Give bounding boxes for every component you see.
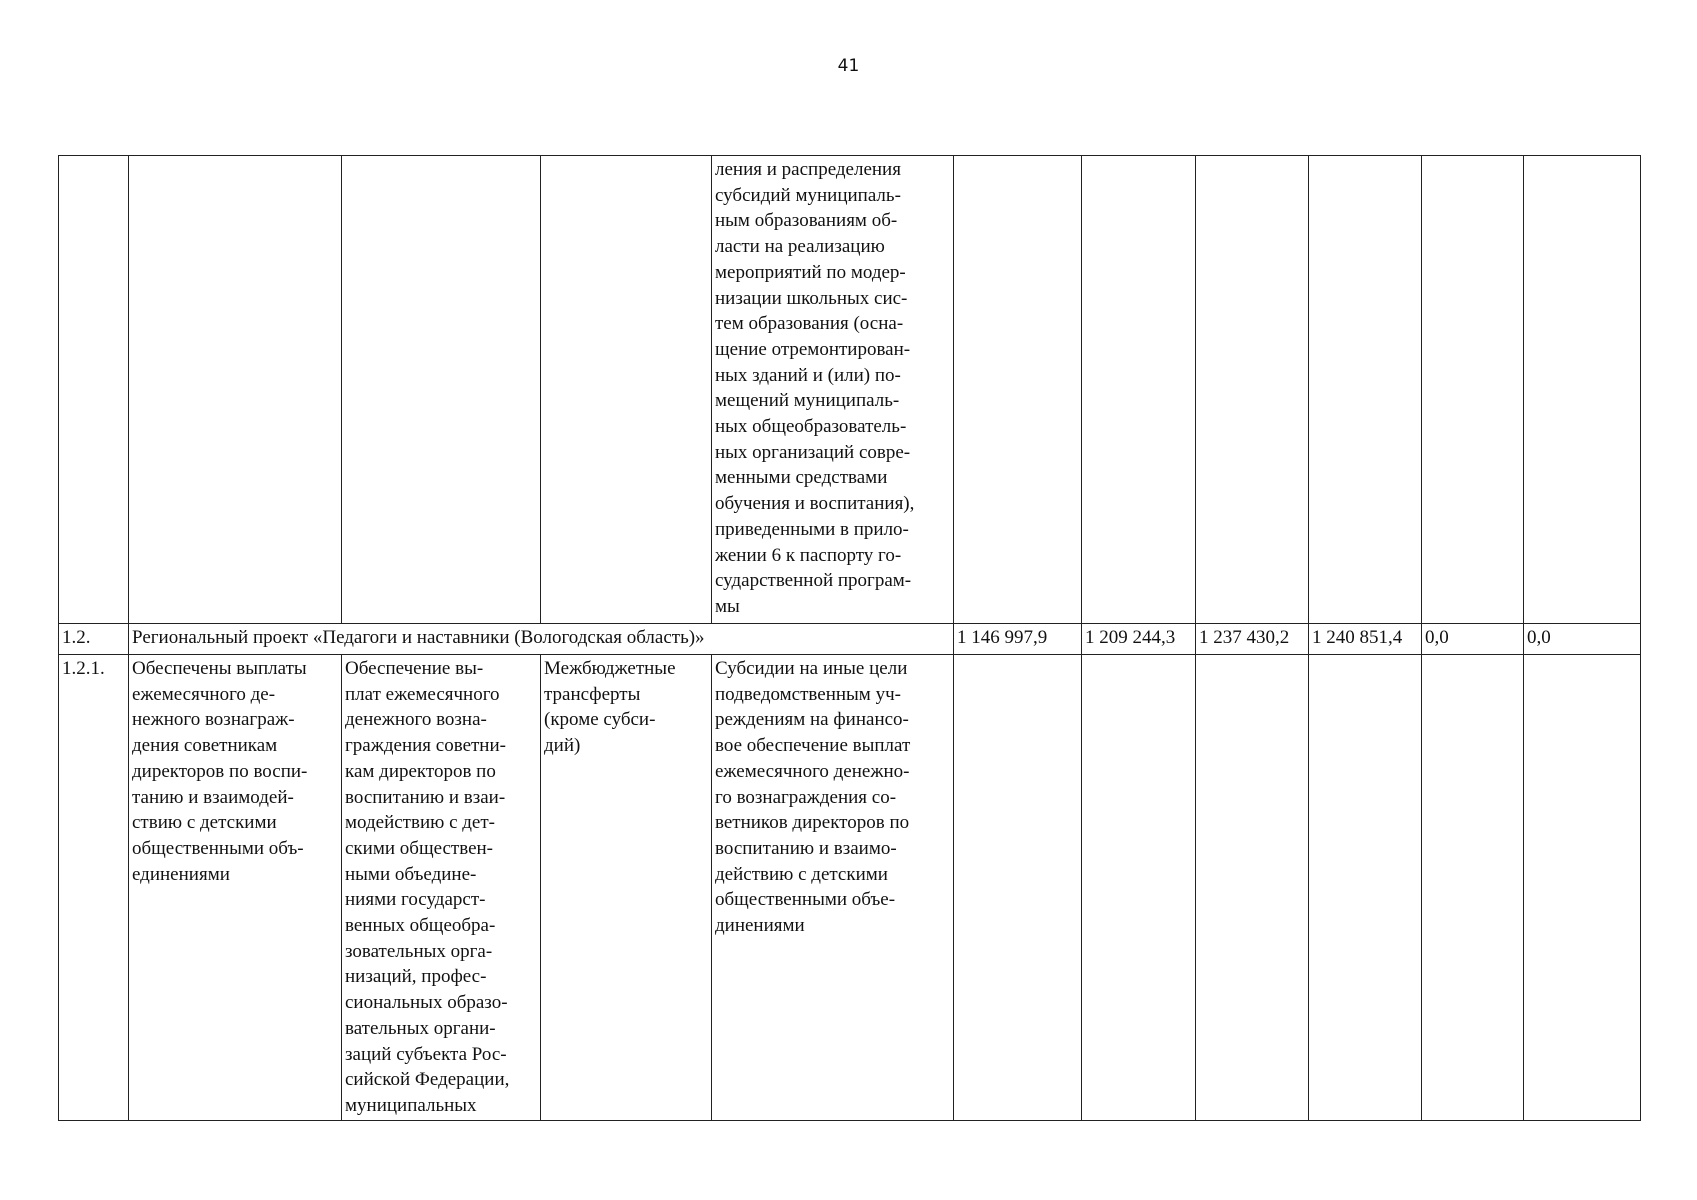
item-expense-type-cell: Межбюджетные трансферты (кроме субси- дий) — [541, 655, 712, 1121]
item-number-cell: 1.2.1. — [59, 655, 129, 1121]
project-value-cell: 1 146 997,9 — [954, 624, 1082, 655]
project-value-cell: 1 240 851,4 — [1309, 624, 1422, 655]
table-row-project — [59, 624, 1641, 655]
item-result-cell: Обеспечены выплаты ежемесячного де- нежного вознаграж- дения советникам директоров по воспи- танию и взаимодей- ствию с детскими общественными объ- единениями — [129, 655, 342, 1121]
table-cell — [541, 156, 712, 624]
table-cell — [1524, 156, 1641, 624]
program-table — [58, 155, 1641, 1121]
table-cell — [342, 156, 541, 624]
table-cell — [1309, 655, 1422, 1121]
table-cell — [1196, 655, 1309, 1121]
table-cell — [1309, 156, 1422, 624]
table-cell — [954, 655, 1082, 1121]
table-cell — [1422, 655, 1524, 1121]
table-cell — [59, 156, 129, 624]
page-number: 41 — [837, 56, 860, 76]
table-cell — [1196, 156, 1309, 624]
table-cell — [1082, 655, 1196, 1121]
project-value-cell: 0,0 — [1422, 624, 1524, 655]
project-name-cell: Региональный проект «Педагоги и наставники (Вологодская область)» — [129, 624, 954, 655]
table-cell — [1422, 156, 1524, 624]
project-value-cell: 1 209 244,3 — [1082, 624, 1196, 655]
project-value-cell: 0,0 — [1524, 624, 1641, 655]
table-row-item — [59, 655, 1641, 1121]
table-cell — [1524, 655, 1641, 1121]
item-description-cell: Субсидии на иные цели подведомственным уч- реждениям на финансо- вое обеспечение выплат ежемесячного денежно- го вознаграждения со- ветников директоров по воспитанию и взаимо- действию с детскими общественными объе- динениями — [712, 655, 954, 1121]
table-cell — [129, 156, 342, 624]
project-number-cell: 1.2. — [59, 624, 129, 655]
project-value-cell: 1 237 430,2 — [1196, 624, 1309, 655]
item-activity-cell: Обеспечение вы- плат ежемесячного денежного возна- граждения советни- кам директоров по воспитанию и взаи- модействию с дет- скими обществен- ными объедине- ниями государст- венных общеобра- зовательных орга- низаций, профес- сиональных образо- вательных органи- заций субъекта Рос- сийской Федерации, муниципальных — [342, 655, 541, 1121]
table-row-continuation — [59, 156, 1641, 624]
continuation-description-cell: ления и распределения субсидий муниципаль- ным образованиям об- ласти на реализацию мероприятий по модер- низации школьных сис- тем образования (осна- щение отремонтирован- ных зданий и (или) по- мещений муниципаль- ных общеобразователь- ных организаций совре- менными средствами обучения и воспитания), приведенными в прило- жении 6 к паспорту го- сударственной програм- мы — [712, 156, 954, 624]
table-cell — [1082, 156, 1196, 624]
table-cell — [954, 156, 1082, 624]
